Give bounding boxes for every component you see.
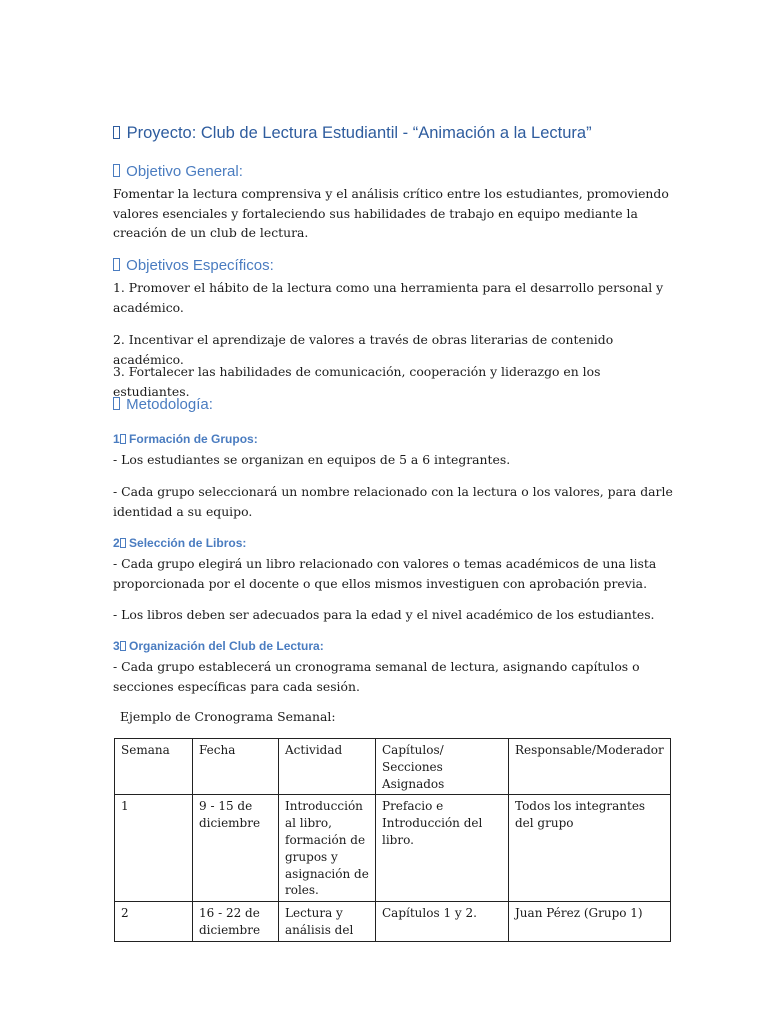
table-header-cell: Capítulos/ Secciones Asignados — [376, 739, 509, 795]
step-paragraph: - Los libros deben ser adecuados para la edad y el nivel académico de los estudiantes. — [113, 607, 655, 622]
missing-glyph-icon — [120, 641, 126, 651]
step-paragraph: - Los estudiantes se organizan en equipos de 5 a 6 integrantes. — [113, 452, 511, 467]
missing-glyph-icon — [120, 434, 126, 444]
metodologia-heading: Metodología: — [113, 396, 213, 413]
table-cell: Juan Pérez (Grupo 1) — [509, 902, 671, 942]
table-row — [115, 795, 671, 902]
objetivo-especifico-item: 2. Incentivar el aprendizaje de valores a través de obras literarias de contenido académico. — [113, 332, 614, 367]
missing-glyph-icon — [113, 258, 120, 271]
table-header-cell: Fecha — [193, 739, 279, 795]
step-heading: 1 Formación de Grupos: — [113, 432, 258, 446]
table-row — [115, 902, 671, 942]
step-heading: 3 Organización del Club de Lectura: — [113, 639, 324, 653]
table-cell: 16 - 22 de diciembre — [193, 902, 279, 942]
cronograma-caption: Ejemplo de Cronograma Semanal: — [120, 709, 336, 724]
objetivo-general-text: Fomentar la lectura comprensiva y el análisis crítico entre los estudiantes, promoviendo valores esenciales y fortaleciendo sus habilidades de trabajo en equipo mediante la creación de un club de lectura. — [113, 186, 669, 240]
missing-glyph-icon — [113, 126, 120, 139]
table-cell: Capítulos 1 y 2. — [376, 902, 509, 942]
table-cell: 9 - 15 de diciembre — [193, 795, 279, 902]
objetivos-especificos-heading: Objetivos Específicos: — [113, 257, 274, 274]
step-paragraph: - Cada grupo establecerá un cronograma semanal de lectura, asignando capítulos o secciones específicas para cada sesión. — [113, 659, 640, 694]
table-cell: Lectura y análisis del — [279, 902, 376, 942]
document-title: Proyecto: Club de Lectura Estudiantil - “Animación a la Lectura” — [113, 124, 673, 143]
objetivo-especifico-item: 1. Promover el hábito de la lectura como una herramienta para el desarrollo personal y académico. — [113, 280, 664, 315]
table-cell: Prefacio e Introducción del libro. — [376, 795, 509, 902]
cronograma-table — [114, 738, 671, 942]
missing-glyph-icon — [120, 538, 126, 548]
table-header-cell: Responsable/Moderador — [509, 739, 671, 795]
table-header-cell: Semana — [115, 739, 193, 795]
objetivo-general-heading: Objetivo General: — [113, 163, 243, 180]
missing-glyph-icon — [113, 397, 120, 410]
table-cell: Todos los integrantes del grupo — [509, 795, 671, 902]
table-cell: 2 — [115, 902, 193, 942]
missing-glyph-icon — [113, 164, 120, 177]
table-header-row — [115, 739, 671, 795]
step-heading: 2 Selección de Libros: — [113, 536, 247, 550]
step-paragraph: - Cada grupo seleccionará un nombre relacionado con la lectura o los valores, para darle identidad a su equipo. — [113, 484, 673, 519]
table-cell: 1 — [115, 795, 193, 902]
table-header-cell: Actividad — [279, 739, 376, 795]
table-cell: Introducción al libro, formación de grupos y asignación de roles. — [279, 795, 376, 902]
step-paragraph: - Cada grupo elegirá un libro relacionado con valores o temas académicos de una lista proporcionada por el docente o que ellos mismos investiguen con aprobación previa. — [113, 556, 657, 591]
objetivo-especifico-item: 3. Fortalecer las habilidades de comunicación, cooperación y liderazgo en los estudiantes. — [113, 364, 601, 399]
